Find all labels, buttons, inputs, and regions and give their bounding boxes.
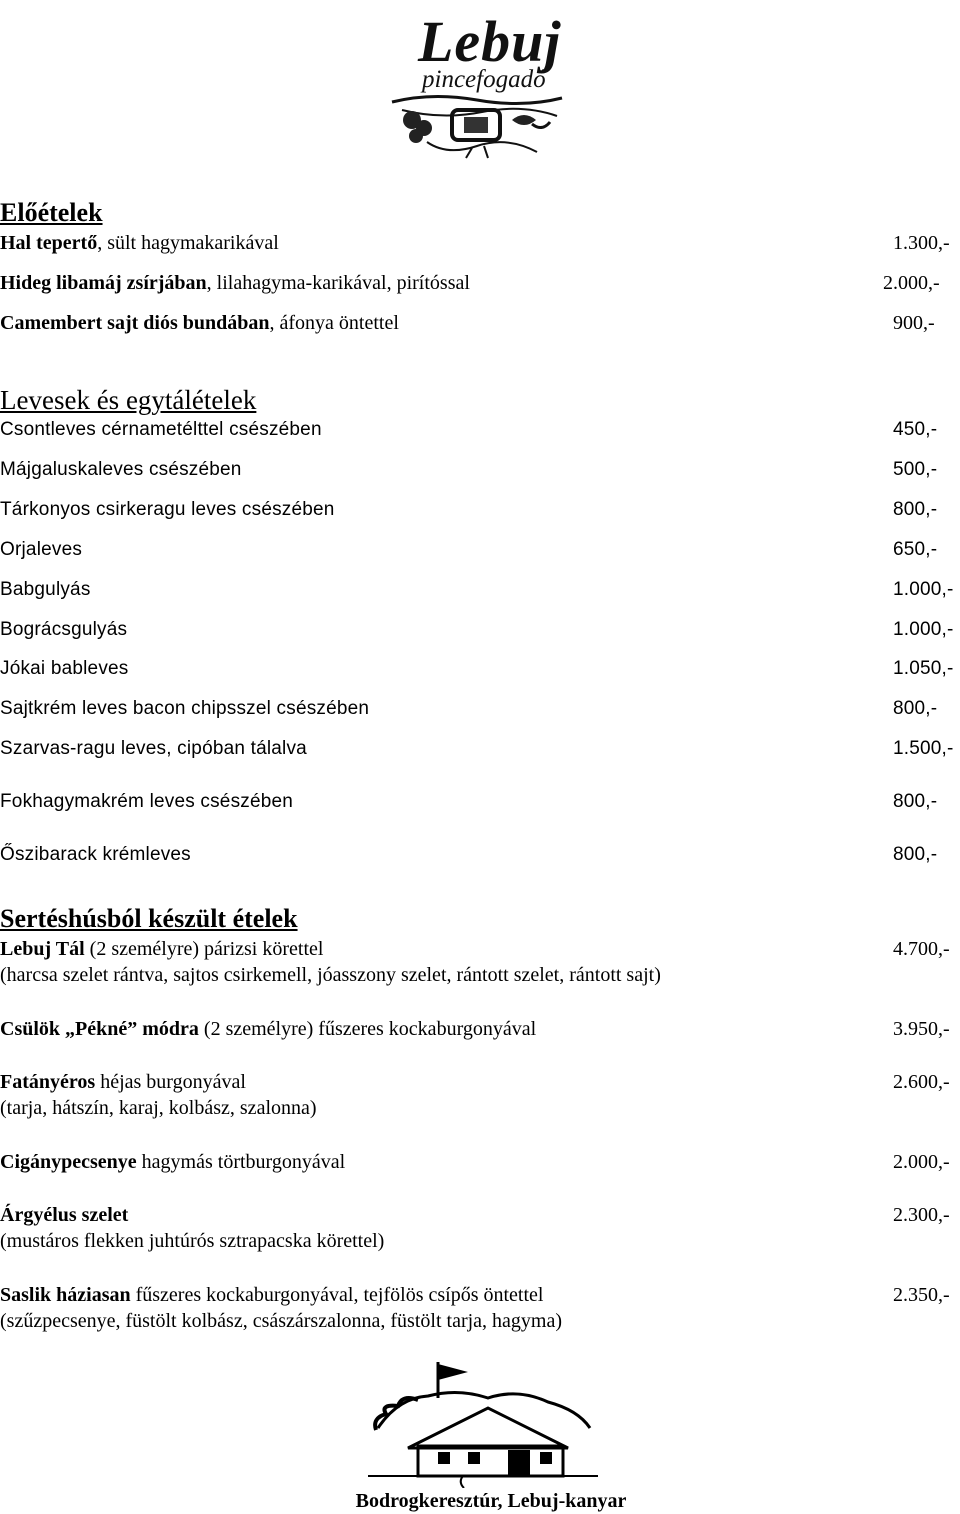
menu-item <box>0 310 958 336</box>
item-note: (harcsa szelet rántva, sajtos csirkemell, jóasszony szelet, rántott szelet, rántott sajt) <box>0 964 661 986</box>
grapevine-logo-icon <box>372 90 582 160</box>
item-name: Fokhagymakrém leves csészében <box>0 791 294 812</box>
item-name: Hideg libamáj zsírjában <box>0 272 207 294</box>
item-price: 2.300,- <box>893 1204 950 1226</box>
menu-item <box>0 1282 958 1308</box>
item-name: Fatányéros <box>0 1071 96 1093</box>
menu-item <box>0 417 958 443</box>
item-price: 1.300,- <box>893 232 950 254</box>
menu-item <box>0 270 958 296</box>
menu-item <box>0 736 958 762</box>
logo-subtitle: pincefogadó <box>422 66 546 93</box>
item-price: 800,- <box>893 844 938 865</box>
item-name: Hal tepertő <box>0 232 98 254</box>
item-name: Árgyélus szelet <box>0 1204 129 1226</box>
item-name: Sajtkrém leves bacon chipsszel csészében <box>0 698 370 719</box>
item-price: 2.000,- <box>883 272 940 294</box>
menu-item <box>0 617 958 643</box>
item-name: Bográcsgulyás <box>0 619 128 640</box>
item-note: (tarja, hátszín, karaj, kolbász, szalonna) <box>0 1097 317 1119</box>
item-description: fűszeres kockaburgonyával, tejfölös csípős öntettel <box>130 1284 544 1306</box>
item-price: 3.950,- <box>893 1018 950 1040</box>
item-name: Babgulyás <box>0 579 91 600</box>
item-price: 650,- <box>893 539 938 560</box>
menu-item <box>0 1202 958 1228</box>
item-name: Csülök „Pékné” módra <box>0 1018 199 1040</box>
item-name: Őszibarack krémleves <box>0 844 191 865</box>
item-description: , áfonya öntettel <box>269 312 399 334</box>
item-name: Tárkonyos csirkeragu leves csészében <box>0 499 335 520</box>
menu-item <box>0 842 958 868</box>
item-price: 900,- <box>893 312 935 334</box>
menu-item <box>0 1149 958 1175</box>
menu-item <box>0 577 958 603</box>
item-price: 1.000,- <box>893 619 954 640</box>
item-name: Cigánypecsenye <box>0 1151 137 1173</box>
menu-item <box>0 936 958 962</box>
item-price: 1.500,- <box>893 738 954 759</box>
menu-item <box>0 789 958 815</box>
item-name: Májgaluskaleves csészében <box>0 459 242 480</box>
menu-item <box>0 497 958 523</box>
section-title-pork: Sertéshúsból készült ételek <box>0 904 298 933</box>
item-price: 450,- <box>893 419 938 440</box>
inn-building-illustration-icon <box>368 1358 598 1488</box>
item-price: 1.050,- <box>893 658 954 679</box>
item-price: 500,- <box>893 459 938 480</box>
menu-item <box>0 1016 958 1042</box>
item-name: Csontleves cérnametélttel csészében <box>0 419 322 440</box>
item-description: (2 személyre) párizsi körettel <box>84 938 324 960</box>
item-note: (szűzpecsenye, füstölt kolbász, császárszalonna, füstölt tarja, hagyma) <box>0 1310 563 1332</box>
menu-item <box>0 1069 958 1095</box>
item-name: Orjaleves <box>0 539 83 560</box>
item-description: , lilahagyma-karikával, pirítóssal <box>206 272 470 294</box>
item-description: hagymás törtburgonyával <box>136 1151 346 1173</box>
item-description: (2 személyre) fűszeres kockaburgonyával <box>198 1018 537 1040</box>
item-description: , sült hagymakarikával <box>97 232 279 254</box>
item-name: Camembert sajt diós bundában <box>0 312 270 334</box>
item-price: 800,- <box>893 499 938 520</box>
item-price: 800,- <box>893 698 938 719</box>
item-name: Jókai bableves <box>0 658 129 679</box>
item-price: 800,- <box>893 791 938 812</box>
item-price: 4.700,- <box>893 938 950 960</box>
item-description: héjas burgonyával <box>95 1071 246 1093</box>
section-title-soups: Levesek és egytálételek <box>0 385 257 415</box>
section-title-starters: Előételek <box>0 198 103 227</box>
item-name: Lebuj Tál <box>0 938 85 960</box>
menu-item <box>0 537 958 563</box>
item-price: 1.000,- <box>893 579 954 600</box>
item-name: Szarvas-ragu leves, cipóban tálalva <box>0 738 307 759</box>
item-price: 2.000,- <box>893 1151 950 1173</box>
footer-address: Bodrogkeresztúr, Lebuj-kanyar <box>355 1490 627 1512</box>
menu-item <box>0 696 958 722</box>
item-price: 2.350,- <box>893 1284 950 1306</box>
menu-item <box>0 656 958 682</box>
item-price: 2.600,- <box>893 1071 950 1093</box>
item-note: (mustáros flekken juhtúrós sztrapacska körettel) <box>0 1230 385 1252</box>
menu-item <box>0 230 958 256</box>
logo-title: Lebuj <box>418 9 562 74</box>
restaurant-logo <box>372 0 582 160</box>
item-name: Saslik háziasan <box>0 1284 131 1306</box>
menu-item <box>0 457 958 483</box>
